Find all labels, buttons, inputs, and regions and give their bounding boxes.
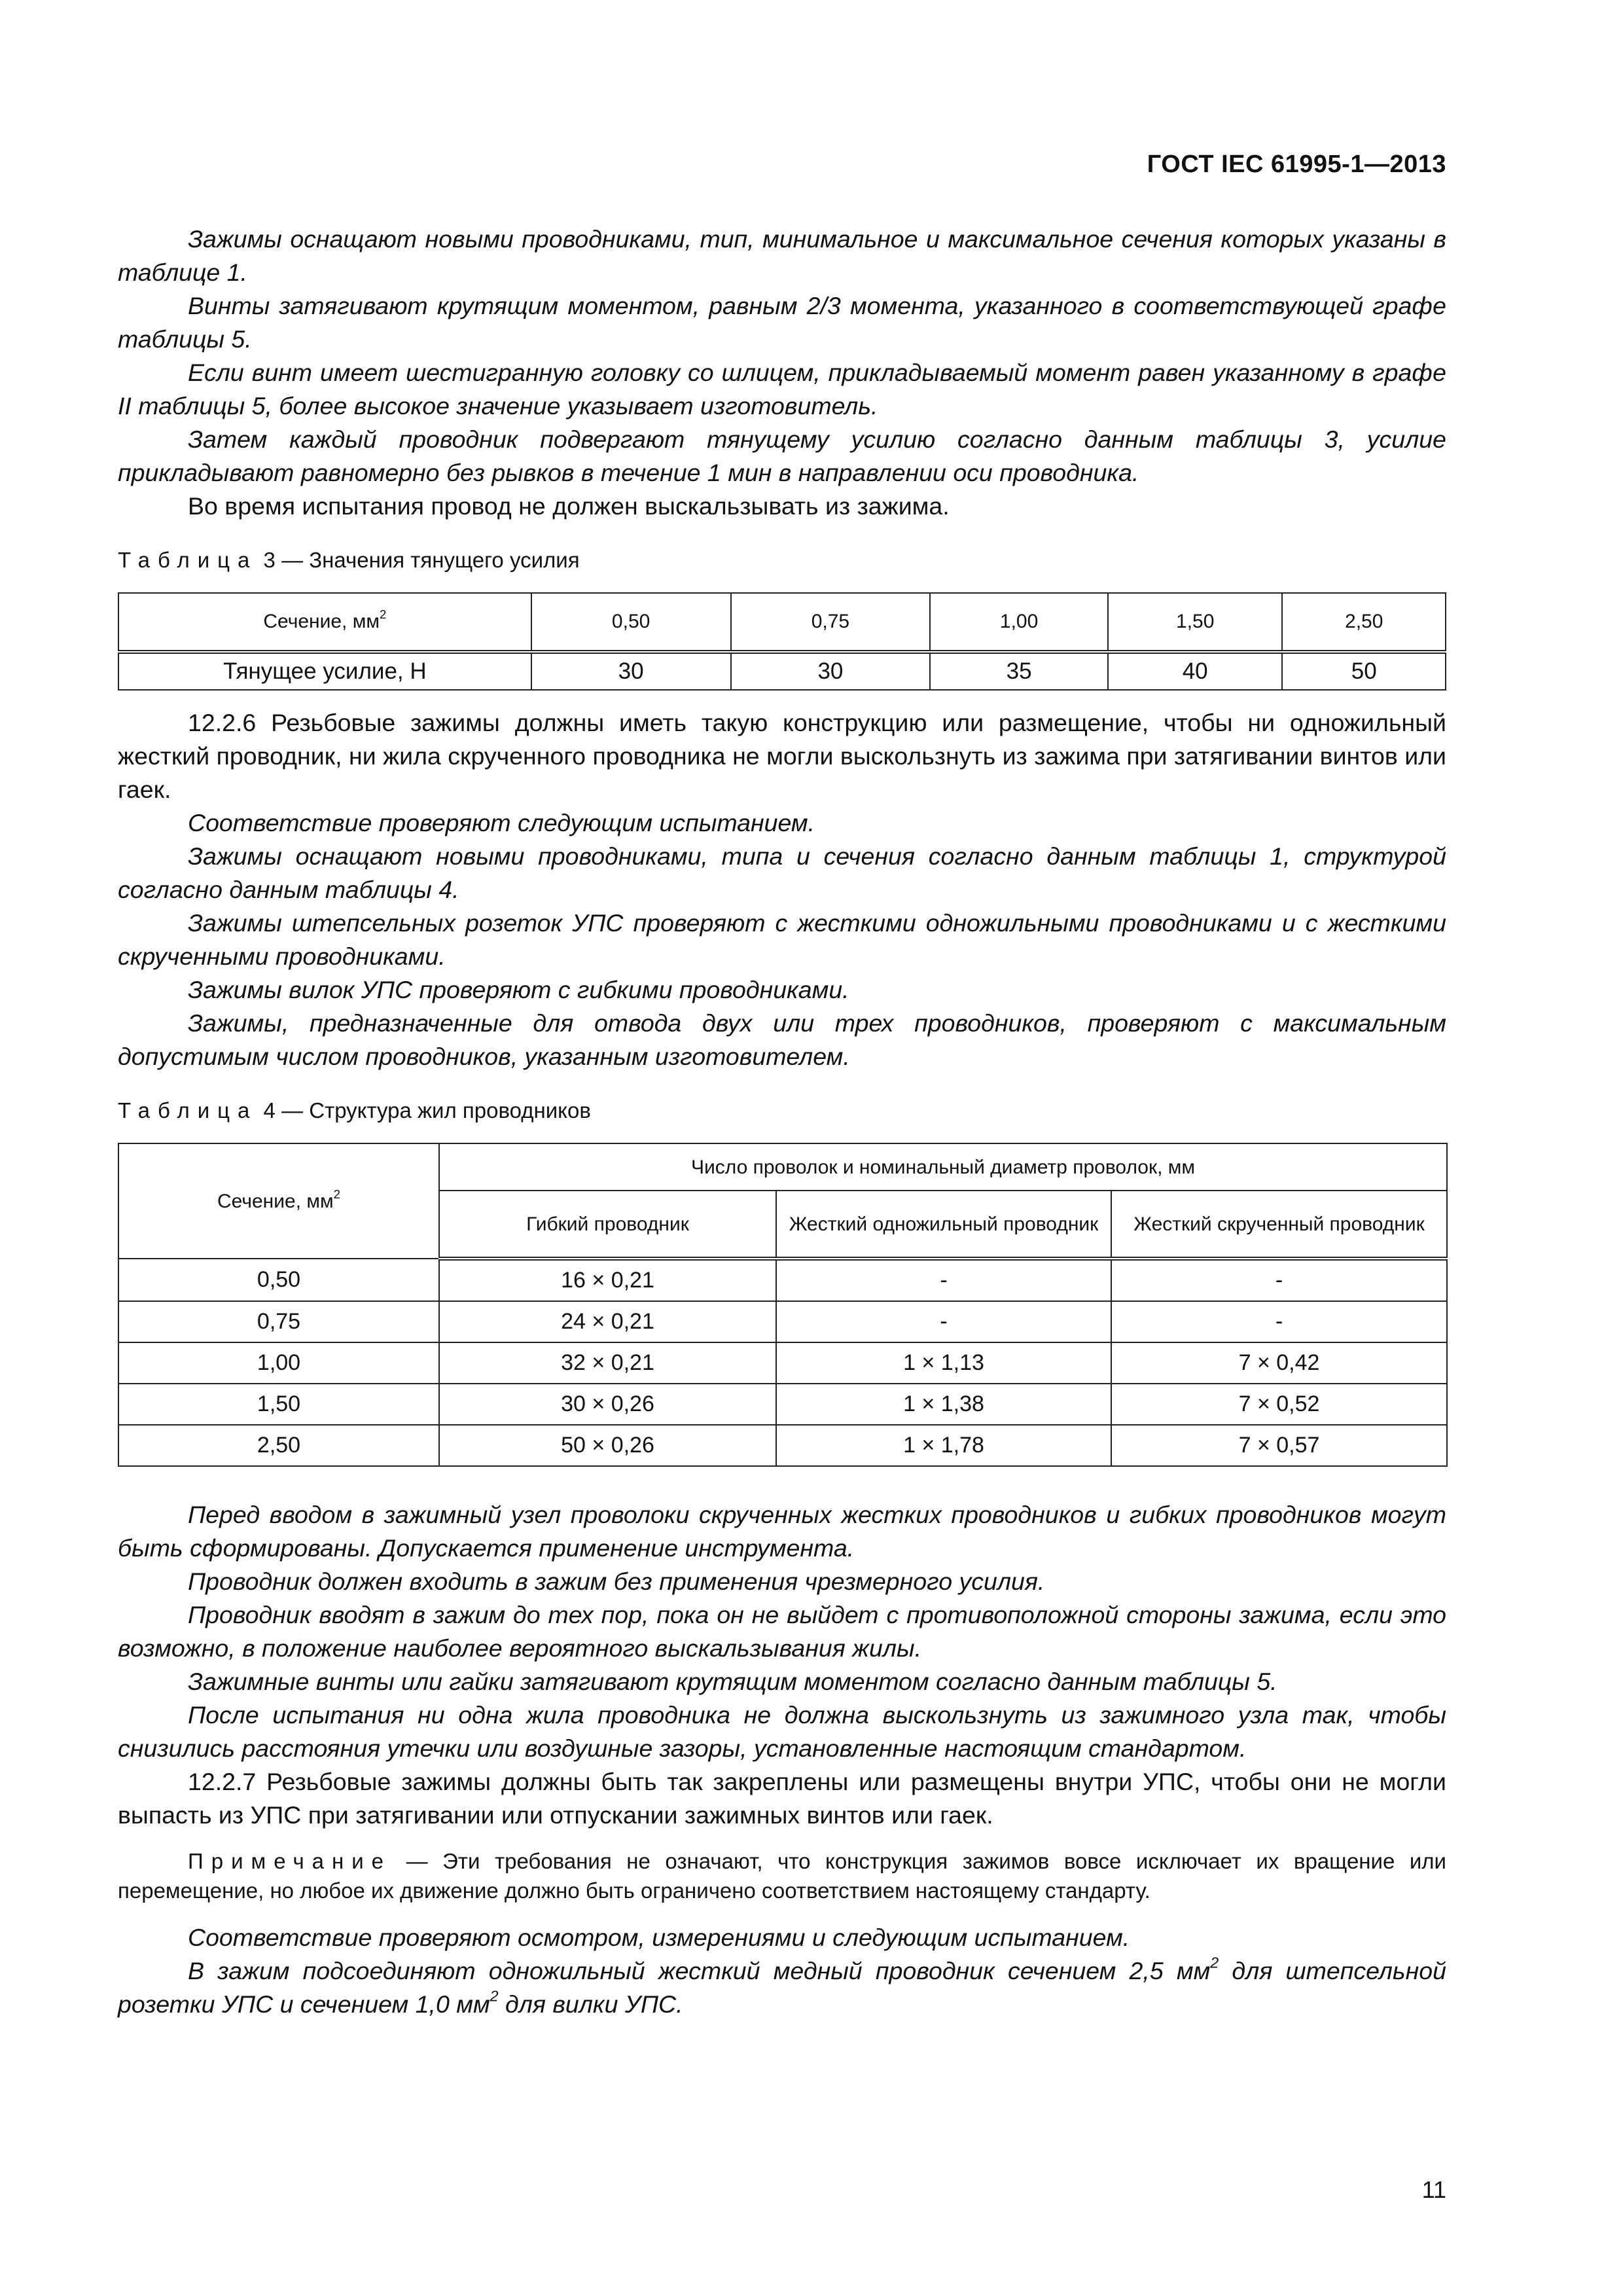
table-cell: 2,50 [118, 1425, 439, 1466]
table-row [118, 1425, 1447, 1466]
page-content [118, 223, 1446, 2021]
table-cell: 1 × 1,13 [776, 1342, 1111, 1384]
header-cell: Жесткий одножильный проводник [776, 1191, 1111, 1259]
note-text: — Эти требования не означают, что конструкция зажимов вовсе исключает их вращение или перемещение, но любое их движение должно быть ограничено соответствием настоящему стандарту. [118, 1849, 1446, 1903]
header-cell: 0,50 [531, 593, 731, 652]
table-cell: 0,50 [118, 1259, 439, 1301]
table-row [118, 1384, 1447, 1425]
table-cell: 16 × 0,21 [439, 1259, 776, 1301]
table4-caption [118, 1098, 1446, 1123]
table-cell: - [1111, 1259, 1447, 1301]
caption-label: Таблица [118, 1098, 258, 1122]
caption-text: 4 — Структура жил проводников [257, 1098, 591, 1122]
table-cell: 30 [531, 652, 731, 690]
table-cell: 1,00 [118, 1342, 439, 1384]
table3-caption [118, 548, 1446, 573]
table-cell: 50 [1282, 652, 1446, 690]
paragraph: Затем каждый проводник подвергают тянущему усилию согласно данным таблицы 3, усилие прикладывают равномерно без рывков в течение 1 мин в направлении оси проводника. [118, 425, 1446, 486]
header-cell: 1,00 [930, 593, 1108, 652]
paragraph: Во время испытания провод не должен выскальзывать из зажима. [188, 492, 950, 520]
table-cell: 30 × 0,26 [439, 1384, 776, 1425]
header-cell: 1,50 [1108, 593, 1283, 652]
table-cell: 30 [731, 652, 931, 690]
table-row [118, 1301, 1447, 1342]
row-label: Тянущее усилие, Н [118, 652, 531, 690]
page-number: 11 [1421, 2176, 1446, 2203]
paragraph: Соответствие проверяют осмотром, измерениями и следующим испытанием. [188, 1924, 1130, 1951]
paragraph: В зажим подсоединяют одножильный жесткий медный проводник сечением 2,5 $мм^2$ для штепсельной розетки УПС и сечением 1,0 $мм^2$ для вилки УПС. [118, 1954, 1446, 2018]
note-label: Примечание [188, 1849, 392, 1873]
paragraph: Проводник вводят в зажим до тех пор, пока он не выйдет с противоположной стороны зажима, если это возможно, в положение наиболее вероятного выскальзывания жилы. [118, 1601, 1446, 1662]
table-cell: 50 × 0,26 [439, 1425, 776, 1466]
table-cell: 32 × 0,21 [439, 1342, 776, 1384]
clause-12-2-7: 12.2.7 Резьбовые зажимы должны быть так закреплены или размещены внутри УПС, чтобы они не могли выпасть из УПС при затягивании или отпускании зажимных винтов или гаек. [118, 1768, 1446, 1829]
table-cell: 7 × 0,42 [1111, 1342, 1447, 1384]
table-cell: 7 × 0,52 [1111, 1384, 1447, 1425]
table-row [118, 652, 1446, 690]
table-cell: 35 [930, 652, 1108, 690]
paragraph: Проводник должен входить в зажим без применения чрезмерного усилия. [188, 1568, 1045, 1595]
pull-force-table [118, 592, 1446, 691]
table-row [118, 1342, 1447, 1384]
table-cell: 40 [1108, 652, 1283, 690]
clause-12-2-6: 12.2.6 Резьбовые зажимы должны иметь такую конструкцию или размещение, чтобы ни одножильный жесткий проводник, ни жила скрученного проводника не могли выскользнуть из зажима при затягивании винтов или гаек. [118, 709, 1446, 803]
paragraph: Зажимы, предназначенные для отвода двух или трех проводников, проверяют с максимальным допустимым числом проводников, указанным изготовителем. [118, 1009, 1446, 1070]
header-cell: Жесткий скрученный проводник [1111, 1191, 1447, 1259]
paragraph: Соответствие проверяют следующим испытанием. [188, 809, 815, 836]
paragraph: Зажимы оснащают новыми проводниками, типа и сечения согласно данным таблицы 1, структурой согласно данным таблицы 4. [118, 842, 1446, 903]
conductor-structure-table [118, 1143, 1448, 1467]
header-cell: Сечение, $мм^2$ [118, 1143, 439, 1259]
paragraph: Перед вводом в зажимный узел проволоки скрученных жестких проводников и гибких проводников могут быть сформированы. Допускается применение инструмента. [118, 1501, 1446, 1562]
paragraph: Зажимы вилок УПС проверяют с гибкими проводниками. [188, 976, 849, 1003]
header-cell: Сечение, $мм^2$ [118, 593, 531, 652]
table-cell: 1,50 [118, 1384, 439, 1425]
header-cell: 2,50 [1282, 593, 1446, 652]
paragraph: После испытания ни одна жила проводника не должна выскользнуть из зажимного узла так, чтобы снизились расстояния утечки или воздушные зазоры, установленные настоящим стандартом. [118, 1701, 1446, 1762]
table-cell: 1 × 1,38 [776, 1384, 1111, 1425]
group-header-cell: Число проволок и номинальный диаметр проволок, мм [439, 1143, 1447, 1191]
paragraph: Зажимы штепсельных розеток УПС проверяют с жесткими одножильными проводниками и с жесткими скрученными проводниками. [118, 909, 1446, 970]
table-cell: - [776, 1259, 1111, 1301]
table-cell: 24 × 0,21 [439, 1301, 776, 1342]
table-header-row [118, 593, 1446, 652]
note [118, 1846, 1446, 1905]
table-header-row [118, 1143, 1447, 1191]
caption-label: Таблица [118, 548, 258, 572]
header-cell: Гибкий проводник [439, 1191, 776, 1259]
table-cell: 1 × 1,78 [776, 1425, 1111, 1466]
table-cell: 0,75 [118, 1301, 439, 1342]
table-cell: - [1111, 1301, 1447, 1342]
table-row [118, 1259, 1447, 1301]
table-cell: - [776, 1301, 1111, 1342]
paragraph: Если винт имеет шестигранную головку со шлицем, прикладываемый момент равен указанному в графе II таблицы 5, более высокое значение указывает изготовитель. [118, 359, 1446, 420]
table-cell: 7 × 0,57 [1111, 1425, 1447, 1466]
paragraph: Винты затягивают крутящим моментом, равным 2/3 момента, указанного в соответствующей графе таблицы 5. [118, 292, 1446, 353]
document-header: ГОСТ IEC 61995-1—2013 [1147, 151, 1446, 178]
paragraph: Зажимы оснащают новыми проводниками, тип, минимальное и максимальное сечения которых указаны в таблице 1. [118, 225, 1446, 286]
header-cell: 0,75 [731, 593, 931, 652]
paragraph: Зажимные винты или гайки затягивают крутящим моментом согласно данным таблицы 5. [188, 1668, 1277, 1695]
caption-text: 3 — Значения тянущего усилия [257, 548, 580, 572]
